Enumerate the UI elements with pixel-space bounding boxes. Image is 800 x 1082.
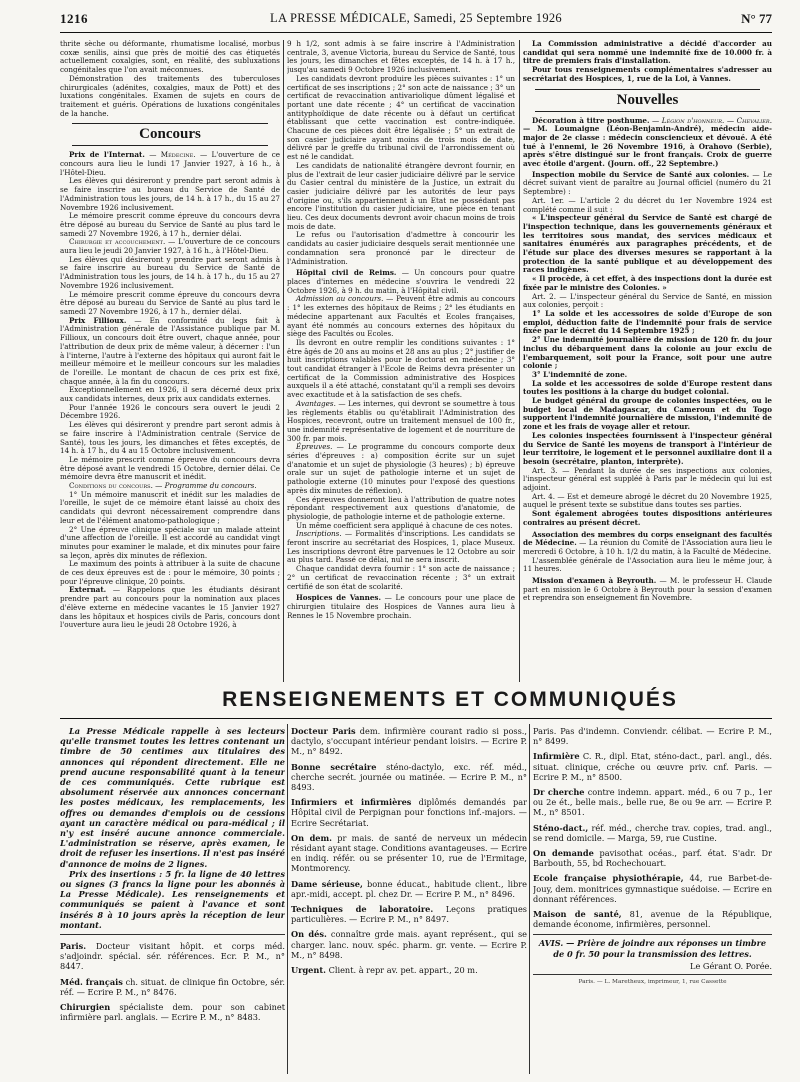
classified-ad <box>533 909 772 929</box>
classifieds-column-3 <box>533 726 772 1071</box>
paragraph: Chaque candidat devra fournir : 1° son acte de naissance ; 2° un certificat de revaccination récente ; 3° un extrait certifié de son état de scolarité. <box>287 564 515 591</box>
column-divider <box>529 724 530 1074</box>
ad-heading: Sténo-dact., <box>533 822 589 833</box>
paragraph: 9 h 1/2, sont admis à se faire inscrire à l'Administration centrale, 3, avenue Victoria, bureau du Service de Santé, tous les jours, les dimanches et fêtes exceptés, de 14 h. à 17 h., jusqu'au samedi 9 Octobre 1926 inclusivement. <box>287 40 515 75</box>
divider <box>60 718 772 719</box>
paragraph: Prix Fillioux. — En conformité du legs fait à l'Administration générale de l'Assistance publique par M. Fillioux, un concours doit être ouvert, chaque année, pour l'attribution de deux prix de même valeur, à décerner : l'un à l'interne, l'autre à l'externe des hôpitaux qui auront fait le meilleur mémoire et le meilleur concours sur les maladies de l'oreille. Le montant de chacun de ces prix est fixé, chaque année, à la fin du concours. <box>60 315 280 386</box>
ad-heading: Infirmière <box>533 751 580 762</box>
notice-prices: Prix des insertions : 5 fr. la ligne de 40 lettres ou signes (3 francs la ligne pour les abonnés à La Presse Médicale). Les renseignements et communiqués se paient à l'avance et sont insérés 8 à 10 jours après la réception de leur montant. <box>60 868 285 930</box>
paragraph: Art. 2. — L'inspecteur général du Service de Santé, en mission aux colonies, perçoit : <box>523 291 772 310</box>
ad-text: 44, rue Barbet-de-Jouy, dem. monitrices gymnastique suédoise. — Ecrire en donnant références. <box>533 873 772 904</box>
ad-heading: Maison de santé, <box>533 909 622 920</box>
classified-ad <box>291 904 527 924</box>
paragraph: Pour l'année 1926 le concours sera ouvert le jeudi 2 Décembre 1926. <box>60 402 280 421</box>
paragraph: Ces épreuves donneront lieu à l'attribution de quatre notes répondant respectivement aux questions d'anatomie, de physiologie, de pathologie interne et de pathologie externe. <box>287 494 515 521</box>
paragraph: Le budget général du groupe de colonies inspectées, ou le budget local de Madagascar, du Cameroun et du Togo supportent l'indemnité journalière de mission, l'indemnité de zone et les frais de voyage aller et retour. <box>523 396 772 432</box>
ad-heading: Ecole française physiothérapie, <box>533 873 684 884</box>
section-title-nouvelles: Nouvelles <box>535 89 760 112</box>
paragraph: Art. 4. — Est et demeure abrogé le décret du 20 Novembre 1925, auquel le présent texte se substitue dans toutes ses parties. <box>523 491 772 510</box>
paragraph: Exceptionnellement en 1926, il sera décerné deux prix aux candidats internes, deux prix aux candidats externes. <box>60 385 280 404</box>
ads-list <box>60 941 285 1022</box>
classifieds-column-2 <box>291 726 527 1071</box>
paragraph: Les candidats de nationalité étrangère devront fournir, en plus de l'extrait de leur casier judiciaire délivré par le service du Casier central du ministère de la Justice, un extrait du casier judiciaire délivré par les autorités de leur pays d'origine ou, s'ils appartiennent à un Etat ne possédant pas encore l'institution du casier judiciaire, une pièce en tenant lieu. Ces deux documents devront avoir chacun moins de trois mois de date. <box>287 160 515 231</box>
paragraph: L'assemblée générale de l'Association aura lieu le même jour, à 11 heures. <box>523 555 772 574</box>
ad-text: Paris. Pas d'indemn. Conviendr. célibat. — Ecrire P. M., n° 8499. <box>533 726 772 747</box>
renseignements-title: RENSEIGNEMENTS ET COMMUNIQUÉS <box>222 688 678 711</box>
ad-text: sténo-dactylo, exc. réf. méd., cherche secrét. journée ou matinée. — Ecrire P. M., n° 8493. <box>291 761 527 793</box>
avis-notice: AVIS. — Prière de joindre aux réponses un timbre de 0 fr. 50 pour la transmission des lettres. <box>533 934 772 958</box>
paragraph: Mission d'examen à Beyrouth. — M. le professeur H. Claude part en mission le 6 Octobre à Beyrouth pour la session d'examen et reprendra son enseignement fin Novembre. <box>523 576 772 603</box>
paragraph: « L'inspecteur général du Service de Santé est chargé de l'inspection technique, dans les gouvernements généraux et les territoires sous mandat, des services médicaux et sanitaires énumérés aux paragraphes précédents, et de l'étude sur place des diverses mesures se rapportant à la protection de la santé publique et au développement des races indigènes. <box>523 213 772 275</box>
ad-text: Docteur visitant hôpit. et corps méd. s'adjoindr. spécial. sér. références. Ecr. P. M., n° 8447. <box>60 941 285 972</box>
ad-text: contre indemn. appart. méd., 6 ou 7 p., 1er ou 2e ét., belle mais., belle rue, 8e ou 9e arr. — Ecrire P. M., n° 8501. <box>533 787 772 818</box>
paragraph: 1° Un mémoire manuscrit et inédit sur les maladies de l'oreille, le sujet de ce mémoire étant laissé au choix des candidats qui devront nécessairement comprendre dans leur et de l'élément anatomo-pathologique ; <box>60 489 280 525</box>
classified-ad <box>291 929 527 960</box>
paragraph: La solde et les accessoires de solde d'Europe restent dans toutes les positions à la charge du budget colonial. <box>523 378 772 397</box>
paragraph: Chirurgie et accouchement. — L'ouverture de ce concours aura lieu le jeudi 20 Janvier 1927, à 16 h., à l'Hôtel-Dieu. <box>60 237 280 256</box>
ad-text: pr mais. de santé de nerveux un médecin résidant ayant stage. Conditions avantageuses. — Ecrire en indiq. référ. ou se présenter 10, rue de l'Ermitage, Montmorency. <box>291 832 527 874</box>
ad-text: 81, avenue de la République, demande économe, infirmières, personnel. <box>533 909 772 930</box>
paragraph: Décoration à titre posthume. — Légion d'honneur. — Chevalier. — M. Loumaigne (Léon-Benjamin-André), médecin aide-major de 2e classe : médecin consciencieux et dévoué. A été tué à l'ennemi, le 26 Novembre 1916, à Orahovo (Serbie), après s'être distingué sur le front français. Croix de guerre avec étoile d'argent. (Journ. off., 22 Septembre.) <box>523 115 772 169</box>
ad-heading: Méd. français <box>60 976 123 987</box>
gerant-signature: Le Gérant O. Porée. <box>533 961 772 975</box>
paragraph: 1° La solde et les accessoires de solde d'Europe de son emploi, déduction faite de l'indemnité pour frais de service fixée par le décret du 14 Septembre 1925 ; <box>523 308 772 336</box>
ad-text: diplômés demandés par Hôpital civil de Perpignan pour fonctions inf.-majors. — Ecrire Secrétariat. <box>291 797 527 828</box>
classified-ad <box>533 787 772 818</box>
column-divider <box>283 40 284 682</box>
ad-heading: On dés. <box>291 929 327 940</box>
paragraph: Un même coefficient sera appliqué à chacune de ces notes. <box>296 520 513 530</box>
ad-heading: Bonne secrétaire <box>291 761 377 772</box>
paragraph: 2° Une épreuve clinique spéciale sur un malade atteint d'une affection de l'oreille. Il est accordé au candidat vingt minutes pour examiner le malade, et dix minutes pour faire sa leçon, après dix minutes de réflexion. <box>60 524 280 560</box>
paragraph: Conditions du concours. — Programme du concours. <box>69 481 257 491</box>
ads-list <box>533 726 772 929</box>
classified-ad <box>533 848 772 868</box>
paragraph: Art. 3. — Pendant la durée de ses inspections aux colonies, l'inspecteur général est suppléé à Paris par le médecin qui lui est adjoint. <box>523 465 772 493</box>
ad-text: spécialiste dem. pour son cabinet infirmière parl. anglais. — Ecrire P. M., n° 8483. <box>60 1002 285 1023</box>
classifieds-column-1 <box>60 726 285 1071</box>
ad-heading: On dem. <box>291 832 333 843</box>
paragraph: Les élèves qui désireront y prendre part seront admis à se faire inscrire au bureau du Service de Santé de l'Administration tous les jours, de 14 h. à 17 h., du 15 au 27 Novembre 1926 inclusivement. <box>60 176 280 212</box>
paragraph: Pour tous renseignements complémentaires s'adresser au secrétariat des Hospices, 1, rue de la Loi, à Vannes. <box>523 65 772 83</box>
paragraph: Les candidats devront produire les pièces suivantes : 1° un certificat de ses inscriptions ; 2° son acte de naissance ; 3° un certificat de revaccination antivariolique dûment légalisé et portant une date récente ; 4° un certificat de vaccination antityphoïdique de date récente ou à défaut un certificat établissant que cette vaccination est contre-indiquée. Chacune de ces pièces doit être légalisée ; 5° un extrait de son casier judiciaire ayant moins de trois mois de date, délivré par le greffe du tribunal civil de l'arrondissement où est né le candidat. <box>287 73 515 162</box>
printer-line: Paris. — L. Maretheux, imprimeur, 1, rue Cassette <box>578 979 727 986</box>
paragraph: Prix de l'Internat. — Médecine. — L'ouverture de ce concours aura lieu le lundi 17 Janvier 1927, à 16 h., à l'Hôtel-Dieu. <box>60 150 280 177</box>
column-2 <box>287 40 515 682</box>
ad-text: Leçons pratiques particulières. — Ecrire P. M., n° 8497. <box>291 904 527 925</box>
paragraph: Inspection mobile du Service de Santé aux colonies. — Le décret suivant vient de paraître au Journal officiel (numéro du 21 Septembre) : <box>523 169 772 197</box>
ad-heading: Dame sérieuse, <box>291 878 363 889</box>
paragraph: Le mémoire prescrit comme épreuve du concours devra être déposé avant le vendredi 15 Octobre, dernier délai. Ce mémoire devra être manuscrit et inédit. <box>60 454 280 482</box>
paragraph: Admission au concours. — Peuvent être admis au concours : 1° les externes des hôpitaux de Reims ; 2° les étudiants en médecine appartenant aux Facultés et Ecoles françaises, ayant été nommés au concours externes des hôpitaux du siège des Facultés ou Ecoles. <box>287 294 515 339</box>
issue-number: N° 77 <box>741 11 772 26</box>
classified-ad <box>291 797 527 828</box>
column-divider <box>287 724 288 1074</box>
ad-text: C. R., dipl. Etat, sténo-dact., parl. angl., dés. situat. clinique, créche ou œuvre priv. cnf. Paris. — Ecrire P. M., n° 8500. <box>533 751 772 782</box>
paragraph: « Il procède, à cet effet, à des inspections dont la durée est fixée par le ministre des Colonies. » <box>523 274 772 292</box>
paragraph: Avantages. — Les internes, qui devront se soumettre à tous les règlements établis ou qu'établirait l'Administration des Hospices, recevront, outre un traitement mensuel de 100 fr., une indemnité représentative de logement et de nourriture de 300 fr. par mois. <box>287 398 515 443</box>
column-3 <box>523 40 772 682</box>
paragraph: Démonstration des traitements des tuberculoses chirurgicales (adénites, coxalgies, maux de Pott) et des luxations congénitales. Examen de sujets en cours de traitement et guéris. Opérations de luxations congénitales de la hanche. <box>60 73 280 118</box>
column-divider <box>519 40 520 682</box>
ads-list <box>291 726 527 975</box>
classified-ad <box>291 762 527 793</box>
paragraph: 2° Une indemnité journalière de mission de 120 fr. du jour inclus du débarquement dans la colonie au jour exclu de l'embarquement, soit pour la France, soit pour une autre colonie ; <box>523 335 772 371</box>
paragraph: thrite sèche ou déformante, rhumatisme localisé, morbus coxæ senilis, ainsi que près de moitié des cas étiquetés actuellement coxalgies, sont, en réalité, des subluxations congénitales que l'on avait méconnues. <box>60 40 280 75</box>
ad-heading: Dr cherche <box>533 787 585 798</box>
paragraph: Le refus ou l'autorisation d'admettre à concourir les candidats au casier judiciaire desquels serait mentionnée une condamnation sera prononcé par le directeur de l'Administration. <box>287 230 515 266</box>
paragraph: Les élèves qui désireront y prendre part seront admis à se faire inscrire au bureau du Service de Santé de l'Administration tous les jours, de 14 h. à 17 h., du 15 au 27 Novembre 1926 inclusivement. <box>60 254 280 290</box>
ad-heading: Techniques de laboratoire. <box>291 904 434 915</box>
paragraph: Association des membres du corps enseignant des facultés de Médecine. — La réunion du Comité de l'Association aura lieu le mercredi 6 Octobre, à 10 h. 1/2 du matin, à la Faculté de Médecine. <box>523 529 772 556</box>
classified-ad <box>60 1002 285 1022</box>
journal-title: LA PRESSE MÉDICALE, Samedi, 25 Septembre 1926 <box>270 11 562 25</box>
ad-heading: Chirurgien <box>60 1002 111 1013</box>
paragraph: Sont également abrogées toutes dispositions antérieures contraires au présent décret. <box>523 509 772 527</box>
paragraph: Les élèves qui désireront y prendre part seront admis à se faire inscrire à l'Administration centrale (Service de Santé), tous les jours, les dimanches et fêtes exceptés, de 14 h. à 17 h., du 4 au 15 Octobre inclusivement. <box>60 420 280 456</box>
ad-text: dem. infirmière courant radio si poss., dactylo, s'occupant intérieur pendant loisirs. — Ecrire P. M., n° 8492. <box>291 726 527 757</box>
paragraph: Le mémoire prescrit comme épreuve du concours devra être déposé au bureau du Service de Santé au plus tard le samedi 27 Novembre 1926, à 17 h., dernier délai. <box>60 211 280 238</box>
paragraph: 3° L'indemnité de zone. <box>532 369 628 379</box>
paragraph: Hospices de Vannes. — Le concours pour une place de chirurgien titulaire des Hospices de Vannes aura lieu à Rennes le 15 Novembre prochain. <box>287 593 515 620</box>
page-header <box>60 6 772 33</box>
classified-ad <box>291 965 527 975</box>
paragraph: Hôpital civil de Reims. — Un concours pour quatre places d'internes en médecine s'ouvrira le vendredi 22 Octobre 1926, à 9 h. du matin, à l'Hôpital civil. <box>287 268 515 295</box>
paragraph: Externat. — Rappelons que les étudiants désirant prendre part au concours pour la nomination aux places d'élève externe en médecine vacantes le 15 Janvier 1927 dans les hôpitaux et hospices civils de Paris, concours dont l'ouverture aura lieu le jeudi 28 Octobre 1926, à <box>60 585 280 630</box>
classified-ad <box>291 879 527 899</box>
section-title-concours: Concours <box>72 123 268 146</box>
paragraph: Les colonies inspectées fournissent à l'inspecteur général du Service de Santé les moyens de transport à l'intérieur de leur territoire, le logement et le personnel auxiliaire dont il a besoin (secrétaire, planton, interprète). <box>523 430 772 466</box>
ad-heading: Infirmiers et infirmières <box>291 797 412 808</box>
ad-heading: On demande <box>533 848 594 859</box>
paragraph: Inscriptions. — Formalités d'inscriptions. Les candidats se feront inscrire au secrétariat des Hospices, 1, place Museux. Les inscriptions devront être parvenues le 12 Octobre au soir au plus tard. Passé ce délai, nul ne sera inscrit. <box>287 529 515 565</box>
ad-text: pavisothat océas., parf. état. S'adr. Dr Barbouth, 55, bd Rochechouart. <box>533 848 772 869</box>
classified-ad <box>533 751 772 782</box>
classified-ad <box>533 873 772 904</box>
classified-ad <box>533 726 772 746</box>
paragraph: Épreuves. — Le programme du concours comporte deux séries d'épreuves : a) composition écrite sur un sujet d'anatomie et un sujet de physiologie (3 heures) ; b) épreuve orale sur un sujet de pathologie interne et un sujet de pathologie externe (10 minutes pour l'exposé des questions après dix minutes de réflexion). <box>287 442 515 495</box>
classified-ad <box>291 833 527 874</box>
paragraph: Ils devront en outre remplir les conditions suivantes : 1° être âgés de 20 ans au moins et 28 ans au plus ; 2° justifier de huit inscriptions valables pour le doctorat en médecine ; 3° tout candidat étranger à l'Ecole de Reims devra présenter un certificat de la Commission administrative des Hospices auxquels il a été attaché, constatant qu'il a rempli ses devoirs avec exactitude et à la satisfaction de ses chefs. <box>287 337 515 400</box>
classified-ad <box>60 977 285 997</box>
classified-ad <box>533 823 772 843</box>
ad-heading: Docteur Paris <box>291 726 356 736</box>
paragraph: Le maximum des points à attribuer à la suite de chacune de ces deux épreuves est de : pour le mémoire, 30 points ; pour l'épreuve clinique, 20 points. <box>60 559 280 586</box>
notice-text: La Presse Médicale rappelle à ses lecteurs qu'elle transmet toutes les lettres contenant un timbre de 50 centimes aux titulaires des annonces qui répondent directement. Elle ne prend aucune responsabilité quant à la teneur de ces communiqués. Cette rubrique est absolument réservée aux annonces concernant les postes médicaux, les remplacements, les offres ou demandes d'emplois ou de cessions ayant un caractère médical ou para-médical ; il n'y est inséré aucune annonce commerciale. L'administration se réserve, après examen, le droit de refuser les insertions. Il n'est pas inséré d'annonce de moins de 2 lignes. <box>60 726 285 869</box>
ad-text: Client. à repr av. pet. appart., 20 m. <box>325 965 478 976</box>
paragraph: Art. 1er. — L'article 2 du décret du 1er Novembre 1924 est complété comme il suit : <box>523 195 772 214</box>
column-1 <box>60 40 280 682</box>
ad-text: connaître grde mais. ayant représent., qui se charger. lanc. nouv. spéc. pharm. gr. vente. — Ecrire P. M., n° 8498. <box>291 929 527 960</box>
paragraph: Le mémoire prescrit comme épreuve du concours devra être déposé au bureau du Service de Santé au plus tard le samedi 27 Novembre 1926, à 17 h., dernier délai. <box>60 289 280 316</box>
ad-heading: Urgent. <box>291 965 326 976</box>
page-number: 1216 <box>60 11 88 26</box>
ad-heading: Paris. <box>60 941 87 952</box>
ad-text: réf. méd., cherche trav. copies, trad. angl., se rend domicile. — Marga, 59, rue Custine. <box>533 822 772 843</box>
notice-box <box>60 726 285 935</box>
ad-text: ch. situat. de clinique fin Octobre, sér. réf. — Ecrire P. M., n° 8476. <box>60 976 285 997</box>
classified-ad <box>291 726 527 757</box>
paragraph: La Commission administrative a décidé d'accorder au candidat qui sera nommé une indemnité fixe de 10.000 fr. à titre de premiers frais d'installation. <box>523 40 772 66</box>
ad-text: bonne éducat., habitude client., libre apr.-midi, accept. pl. chez Dr. — Ecrire P. M., n° 8496. <box>291 878 527 899</box>
classified-ad <box>60 941 285 972</box>
